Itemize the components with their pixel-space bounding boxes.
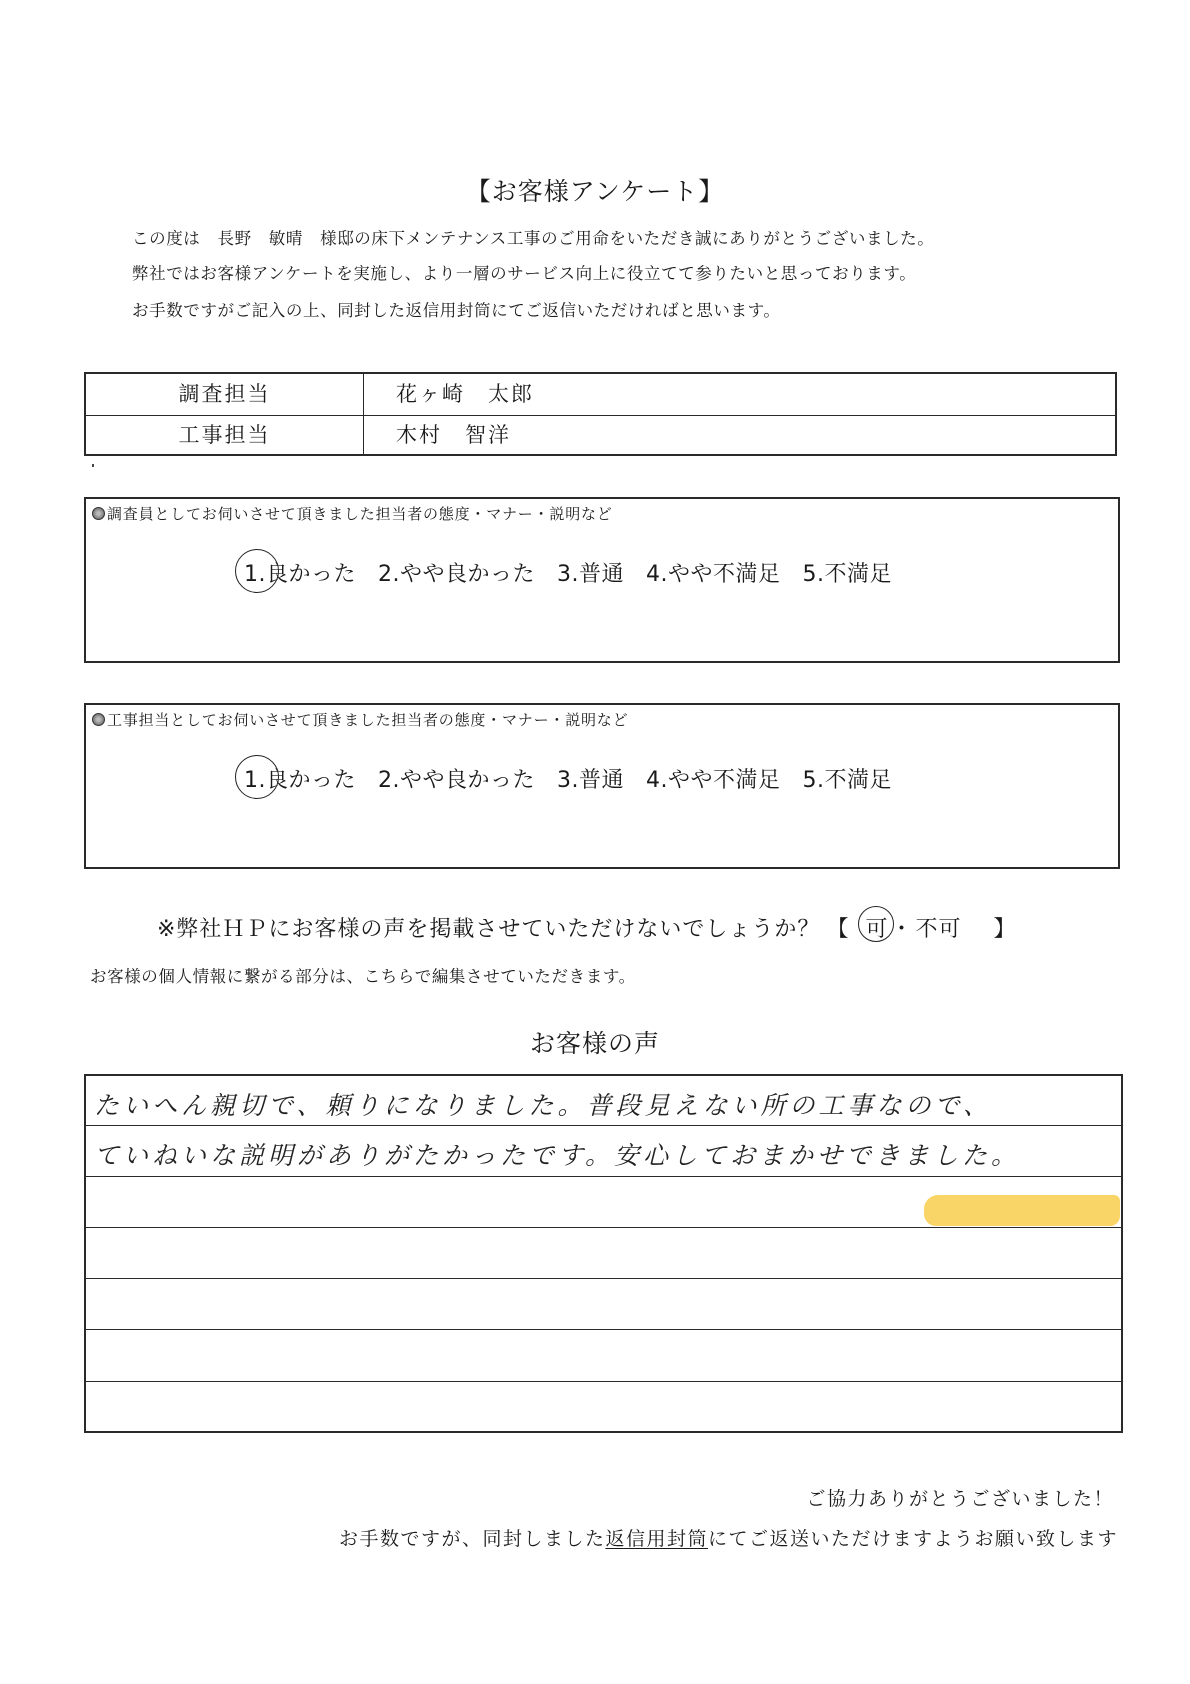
selected-circle-icon xyxy=(235,755,279,799)
rating-option-2[interactable]: 2.やや良かった xyxy=(378,562,535,587)
closing-message xyxy=(339,1524,1118,1551)
rating-options-construction xyxy=(244,763,892,794)
intro-line-3: お手数ですがご記入の上、同封した返信用封筒にてご返信いただければと思います。 xyxy=(132,301,781,320)
selected-circle-icon xyxy=(858,906,894,942)
bullet-icon xyxy=(92,507,105,520)
customer-voice-heading: お客様の声 xyxy=(529,1029,660,1058)
ruled-line xyxy=(86,1227,1121,1228)
staff-table xyxy=(84,372,1117,456)
rating-option-3[interactable]: 3.普通 xyxy=(557,562,624,587)
closing-text-after: にてご返送いただけますようお願い致します xyxy=(707,1528,1118,1550)
rating-question-text: 工事担当としてお伺いさせて頂きました担当者の態度・マナー・説明など xyxy=(107,711,629,729)
staff-row-construction xyxy=(86,415,1115,456)
rating-question-surveyor xyxy=(92,503,613,524)
rating-box-construction xyxy=(84,703,1120,869)
intro-line-2: 弊社ではお客様アンケートを実施し、より一層のサービス向上に役立てて参りたいと思っております。 xyxy=(132,264,917,283)
option-label: 可 xyxy=(865,917,889,942)
voice-line-2: ていねいな説明がありがたかったです。安心しておまかせできました。 xyxy=(94,1141,1021,1170)
scan-speck xyxy=(92,464,94,467)
ruled-line xyxy=(86,1381,1121,1382)
staff-label-survey: 調査担当 xyxy=(86,374,364,415)
hp-permission-question xyxy=(157,912,1017,943)
rating-option-5[interactable]: 5.不満足 xyxy=(802,768,892,793)
hp-separator: ・ xyxy=(890,917,914,942)
staff-row-survey xyxy=(86,374,1115,416)
rating-option-4[interactable]: 4.やや不満足 xyxy=(646,562,781,587)
return-envelope-text: 返信用封筒 xyxy=(605,1528,708,1550)
hp-question-text: ※弊社ＨＰにお客様の声を掲載させていただけないでしょうか？ xyxy=(157,917,821,942)
rating-option-1[interactable] xyxy=(244,557,356,588)
redaction-highlight xyxy=(924,1195,1120,1226)
survey-title: 【お客様アンケート】 xyxy=(465,177,725,206)
ruled-line xyxy=(86,1176,1121,1177)
closing-text-before: お手数ですが、同封しました xyxy=(338,1528,606,1550)
rating-option-4[interactable]: 4.やや不満足 xyxy=(646,768,781,793)
ruled-line xyxy=(86,1329,1121,1330)
voice-line-1: たいへん親切で、頼りになりました。普段見えない所の工事なので、 xyxy=(94,1091,993,1120)
rating-options-surveyor xyxy=(244,557,892,588)
hp-privacy-note: お客様の個人情報に繋がる部分は、こちらで編集させていただきます。 xyxy=(90,967,636,986)
rating-option-2[interactable]: 2.やや良かった xyxy=(378,768,535,793)
ruled-line xyxy=(86,1278,1121,1279)
hp-option-yes[interactable] xyxy=(865,912,888,943)
ruled-line xyxy=(86,1125,1121,1126)
rating-option-5[interactable]: 5.不満足 xyxy=(802,562,892,587)
rating-question-construction xyxy=(92,709,628,730)
customer-voice-box[interactable] xyxy=(84,1074,1123,1433)
selected-circle-icon xyxy=(235,549,279,593)
staff-value-survey: 花ヶ崎 太郎 xyxy=(396,382,534,406)
thanks-message: ご協力ありがとうございました！ xyxy=(806,1488,1114,1510)
option-label: 1.良かった xyxy=(244,562,356,587)
bracket-close: 】 xyxy=(993,917,1017,942)
hp-option-no[interactable]: 不可 xyxy=(915,917,962,942)
option-label: 1.良かった xyxy=(244,768,356,793)
rating-option-3[interactable]: 3.普通 xyxy=(557,768,624,793)
rating-option-1[interactable] xyxy=(244,763,356,794)
rating-box-surveyor xyxy=(84,497,1120,663)
rating-question-text: 調査員としてお伺いさせて頂きました担当者の態度・マナー・説明など xyxy=(107,505,613,523)
bullet-icon xyxy=(92,713,105,726)
staff-label-construction: 工事担当 xyxy=(86,415,364,456)
staff-value-construction: 木村 智洋 xyxy=(396,423,511,447)
bracket-open: 【 xyxy=(826,917,850,942)
intro-line-1: この度は 長野 敏晴 様邸の床下メンテナンス工事のご用命をいただき誠にありがとうございました。 xyxy=(132,229,935,248)
